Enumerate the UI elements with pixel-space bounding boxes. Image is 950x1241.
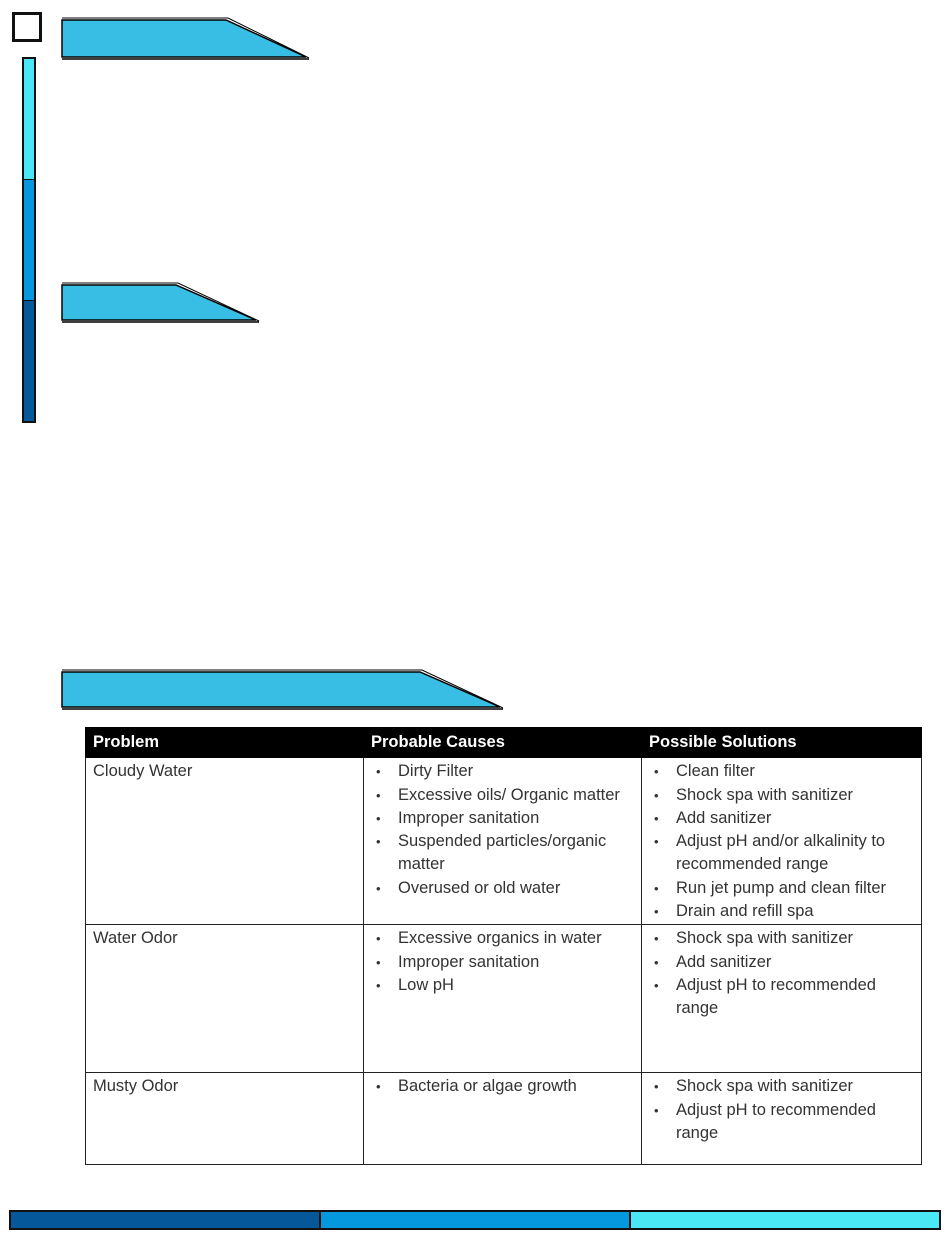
- table-row: [86, 1073, 922, 1165]
- list-item: • Add sanitizer: [649, 951, 914, 974]
- list-item: • Suspended particles/organic matter: [371, 830, 634, 877]
- solutions-list: [649, 1075, 914, 1145]
- list-item: • Adjust pH to recommended range: [649, 1099, 914, 1146]
- causes-cell: [364, 1073, 642, 1165]
- list-item: • Improper sanitation: [371, 807, 634, 830]
- problem-cell: Cloudy Water: [86, 758, 364, 925]
- causes-list: [371, 760, 634, 900]
- causes-list: [371, 927, 634, 997]
- table-header-row: [86, 728, 922, 758]
- side-bar-dark-blue: [24, 300, 34, 421]
- section-banner-2: [60, 280, 262, 326]
- troubleshooting-table: [85, 727, 922, 1165]
- list-item: • Run jet pump and clean filter: [649, 877, 914, 900]
- footer-bar-dark-blue: [11, 1212, 319, 1228]
- side-color-bar: [22, 57, 36, 423]
- list-item: • Bacteria or algae growth: [371, 1075, 634, 1098]
- header-possible-solutions: Possible Solutions: [642, 728, 922, 758]
- list-item: • Adjust pH to recommended range: [649, 974, 914, 1021]
- side-bar-medium-blue: [24, 179, 34, 300]
- list-item: • Excessive oils/ Organic matter: [371, 784, 634, 807]
- list-item: • Excessive organics in water: [371, 927, 634, 950]
- list-item: • Improper sanitation: [371, 951, 634, 974]
- solutions-cell: [642, 1073, 922, 1165]
- table-row: [86, 925, 922, 1073]
- solutions-list: [649, 760, 914, 923]
- list-item: • Adjust pH and/or alkalinity to recommended range: [649, 830, 914, 877]
- causes-list: [371, 1075, 634, 1098]
- footer-bar-medium-blue: [319, 1212, 629, 1228]
- list-item: • Low pH: [371, 974, 634, 997]
- solutions-cell: [642, 758, 922, 925]
- list-item: • Shock spa with sanitizer: [649, 784, 914, 807]
- footer-color-bar: [9, 1210, 941, 1230]
- section-banner-1: [60, 15, 312, 63]
- list-item: • Clean filter: [649, 760, 914, 783]
- list-item: • Shock spa with sanitizer: [649, 927, 914, 950]
- problem-cell: Water Odor: [86, 925, 364, 1073]
- header-problem: Problem: [86, 728, 364, 758]
- footer-bar-light-cyan: [629, 1212, 939, 1228]
- list-item: • Dirty Filter: [371, 760, 634, 783]
- header-probable-causes: Probable Causes: [364, 728, 642, 758]
- list-item: • Shock spa with sanitizer: [649, 1075, 914, 1098]
- causes-cell: [364, 925, 642, 1073]
- list-item: • Overused or old water: [371, 877, 634, 900]
- table-row: [86, 758, 922, 925]
- causes-cell: [364, 758, 642, 925]
- side-bar-light-cyan: [24, 59, 34, 179]
- list-item: • Add sanitizer: [649, 807, 914, 830]
- empty-square-icon: [12, 12, 42, 42]
- list-item: • Drain and refill spa: [649, 900, 914, 923]
- solutions-cell: [642, 925, 922, 1073]
- solutions-list: [649, 927, 914, 1020]
- problem-cell: Musty Odor: [86, 1073, 364, 1165]
- section-banner-3: [60, 666, 506, 714]
